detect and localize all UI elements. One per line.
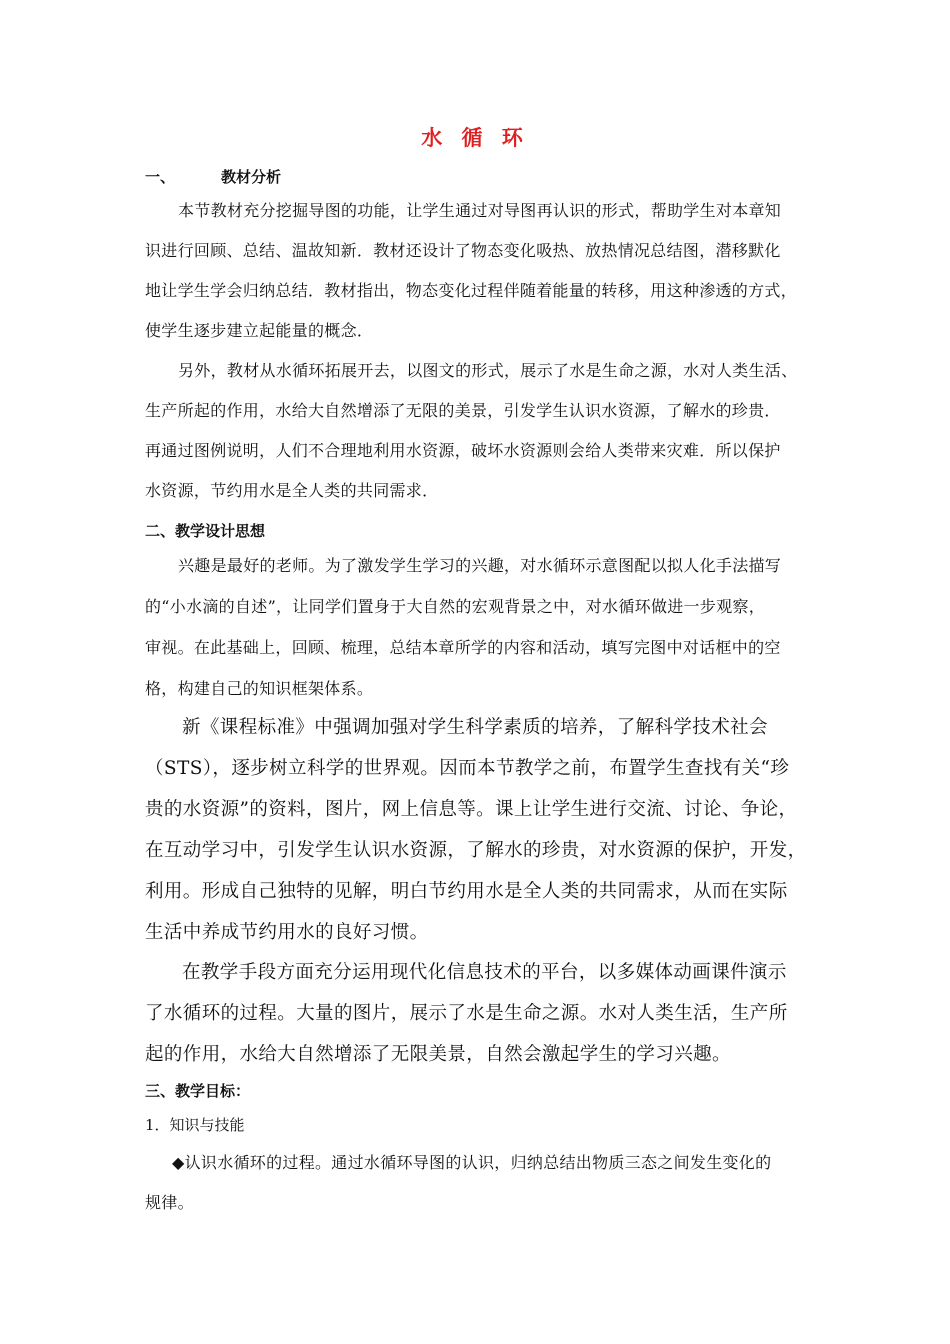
paragraph-line: （STS），逐步树立科学的世界观。因而本节教学之前，布置学生查找有关“珍 bbox=[145, 758, 790, 779]
section-1-title: 教材分析 bbox=[221, 168, 282, 186]
paragraph-line: 另外，教材从水循环拓展开去，以图文的形式，展示了水是生命之源，水对人类生活、 bbox=[178, 361, 798, 380]
section-1-number: 一、 bbox=[145, 168, 176, 186]
section-3-heading: 三、教学目标： bbox=[145, 1082, 251, 1100]
paragraph-line: 在教学手段方面充分运用现代化信息技术的平台，以多媒体动画课件演示 bbox=[182, 962, 787, 983]
paragraph-line: 地让学生学会归纳总结．教材指出，物态变化过程伴随着能量的转移，用这种渗透的方式， bbox=[145, 281, 798, 300]
paragraph-line: 起的作用，水给大自然增添了无限美景，自然会激起学生的学习兴趣。 bbox=[145, 1044, 731, 1065]
paragraph-line: 了水循环的过程。大量的图片，展示了水是生命之源。水对人类生活，生产所 bbox=[145, 1003, 788, 1024]
paragraph-line: 格，构建自己的知识框架体系。 bbox=[145, 679, 374, 698]
paragraph-line: 兴趣是最好的老师。为了激发学生学习的兴趣，对水循环示意图配以拟人化手法描写 bbox=[178, 556, 782, 575]
paragraph-line: 水资源，节约用水是全人类的共同需求． bbox=[145, 481, 439, 500]
paragraph-line: 利用。形成自己独特的见解，明白节约用水是全人类的共同需求，从而在实际 bbox=[145, 881, 788, 902]
paragraph-line: 生活中养成节约用水的良好习惯。 bbox=[145, 922, 429, 943]
paragraph-line: 贵的水资源”的资料，图片，网上信息等。课上让学生进行交流、讨论、争论， bbox=[145, 799, 798, 820]
section-1-heading bbox=[145, 166, 281, 187]
paragraph-line: 新《课程标准》中强调加强对学生科学素质的培养，了解科学技术社会 bbox=[182, 717, 768, 738]
paragraph-line: 识进行回顾、总结、温故知新．教材还设计了物态变化吸热、放热情况总结图，潜移默化 bbox=[145, 241, 781, 260]
paragraph-line: 生产所起的作用，水给大自然增添了无限的美景，引发学生认识水资源，了解水的珍贵． bbox=[145, 401, 781, 420]
paragraph-line: 再通过图例说明，人们不合理地利用水资源，破坏水资源则会给人类带来灾难．所以保护 bbox=[145, 441, 781, 460]
bullet-line: ◆认识水循环的过程。通过水循环导图的认识，归纳总结出物质三态之间发生变化的 bbox=[172, 1153, 772, 1172]
paragraph-line: 本节教材充分挖掘导图的功能，让学生通过对导图再认识的形式，帮助学生对本章知 bbox=[178, 201, 782, 220]
paragraph-line: 审视。在此基础上，回顾、梳理，总结本章所学的内容和活动，填写完图中对话框中的空 bbox=[145, 638, 781, 657]
paragraph-line: 使学生逐步建立起能量的概念． bbox=[145, 321, 374, 340]
paragraph-line: 在互动学习中，引发学生认识水资源，了解水的珍贵，对水资源的保护，开发， bbox=[145, 840, 807, 861]
section-2-heading: 二、教学设计思想 bbox=[145, 522, 266, 540]
objective-1-title: 1．知识与技能 bbox=[145, 1116, 245, 1134]
paragraph-line: 的“小水滴的自述”，让同学们置身于大自然的宏观背景之中，对水循环做进一步观察， bbox=[145, 597, 766, 616]
document-title: 水 循 环 bbox=[421, 126, 529, 150]
bullet-line: 规律。 bbox=[145, 1193, 194, 1212]
